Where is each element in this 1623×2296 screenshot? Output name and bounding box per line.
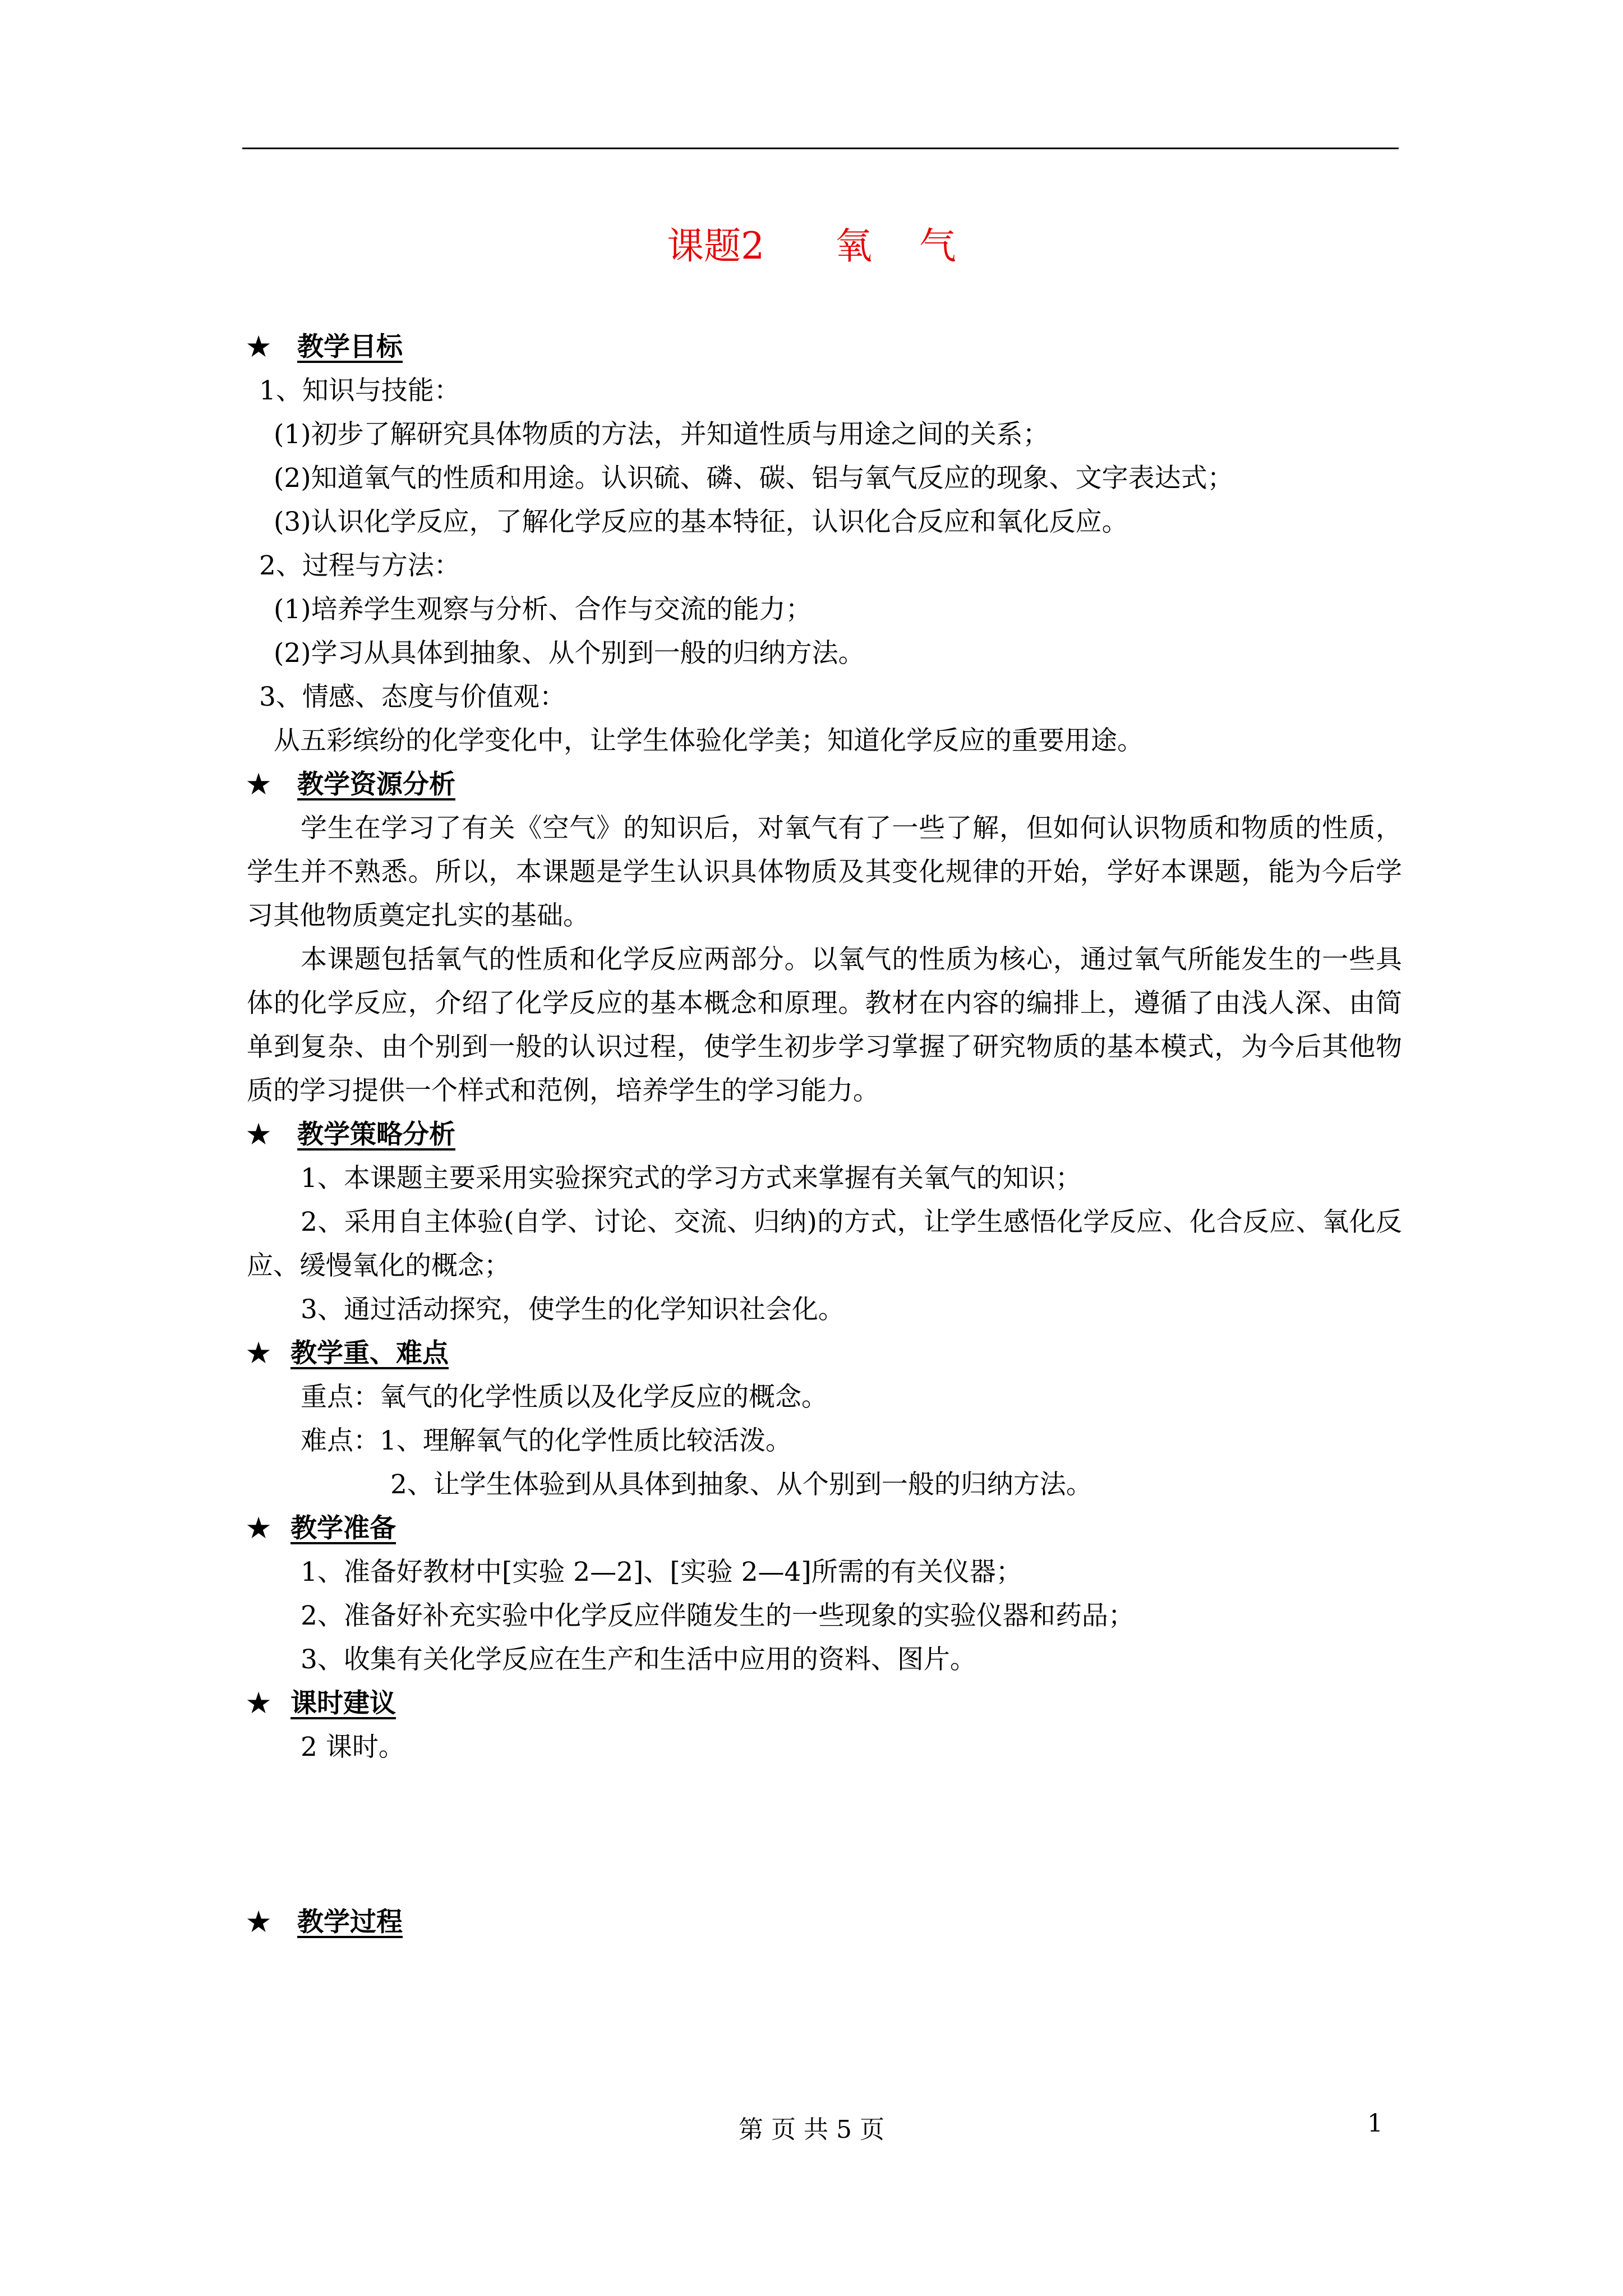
section-heading-strategy: ★ 教学策略分析: [247, 1113, 1402, 1157]
page-footer: 第 页 共 5 页: [739, 2115, 884, 2144]
objective-item: 2、过程与方法：: [259, 550, 460, 581]
resource-paragraph: 本课题包括氧气的性质和化学反应两部分。以氧气的性质为核心，通过氧气所能发生的一些具体的化学反应，介绍了化学反应的基本概念和原理。教材在内容的编排上，遵循了由浅人深、由简单到复杂、由个别到一般的认识过程，使学生初步学习掌握了研究物质的基本模式，为今后其他物质的学习提供一个样式和范例，培养学生的学习能力。: [247, 944, 1402, 1106]
hours-item: 2 课时。: [301, 1732, 405, 1763]
resource-paragraph: 学生在学习了有关《空气》的知识后，对氧气有了一些了解，但如何认识物质和物质的性质，学生并不熟悉。所以，本课题是学生认识具体物质及其变化规律的开始，学好本课题，能为今后学习其他物质奠定扎实的基础。: [247, 813, 1402, 931]
objective-subitem: (1)初步了解研究具体物质的方法，并知道性质与用途之间的关系；: [274, 419, 1049, 450]
document-body: [247, 325, 1402, 1944]
star-icon: ★: [247, 1688, 271, 1719]
objective-subitem: (2)学习从具体到抽象、从个别到一般的归纳方法。: [274, 638, 865, 669]
strategy-item: 2、采用自主体验(自学、讨论、交流、归纳)的方式，让学生感悟化学反应、化合反应、氧化反应、缓慢氧化的概念；: [247, 1207, 1402, 1281]
star-icon: ★: [247, 1119, 271, 1150]
strategy-item: 3、通过活动探究，使学生的化学知识社会化。: [301, 1294, 845, 1325]
star-icon: ★: [247, 332, 271, 362]
keypoint-item: 难点：1、理解氧气的化学性质比较活泼。: [301, 1425, 792, 1456]
objective-subitem: (3)认识化学反应，了解化学反应的基本特征，认识化合反应和氧化反应。: [274, 507, 1128, 537]
objective-subitem: 从五彩缤纷的化学变化中，让学生体验化学美；知道化学反应的重要用途。: [274, 725, 1144, 756]
objective-item: 1、知识与技能：: [259, 375, 460, 406]
prep-item: 3、收集有关化学反应在生产和生活中应用的资料、图片。: [301, 1644, 976, 1675]
star-icon: ★: [247, 1338, 271, 1369]
spacer: [247, 1769, 1402, 1901]
section-heading-objectives: ★ 教学目标: [247, 325, 1402, 369]
objective-item: 3、情感、态度与价值观：: [259, 682, 566, 712]
strategy-item: 1、本课题主要采用实验探究式的学习方式来掌握有关氧气的知识；: [301, 1163, 1082, 1194]
section-heading-prep: ★ 教学准备: [247, 1507, 1402, 1550]
star-icon: ★: [247, 1907, 271, 1938]
section-heading-keypoints: ★ 教学重、难点: [247, 1332, 1402, 1375]
keypoint-item: 重点：氧气的化学性质以及化学反应的概念。: [301, 1382, 828, 1412]
section-heading-resources: ★ 教学资源分析: [247, 763, 1402, 807]
section-heading-hours: ★ 课时建议: [247, 1682, 1402, 1726]
header-rule: [242, 148, 1399, 149]
star-icon: ★: [247, 769, 271, 800]
star-icon: ★: [247, 1513, 271, 1544]
prep-item: 2、准备好补充实验中化学反应伴随发生的一些现象的实验仪器和药品；: [301, 1600, 1135, 1631]
page-number: 1: [1367, 2109, 1383, 2138]
objective-subitem: (2)知道氧气的性质和用途。认识硫、磷、碳、铝与氧气反应的现象、文字表达式；: [274, 463, 1234, 494]
objective-subitem: (1)培养学生观察与分析、合作与交流的能力；: [274, 594, 812, 625]
prep-item: 1、准备好教材中[实验 2—2]、[实验 2—4]所需的有关仪器；: [301, 1557, 1022, 1588]
keypoint-item: 2、让学生体验到从具体到抽象、从个别到一般的归纳方法。: [390, 1469, 1092, 1500]
section-heading-process: ★ 教学过程: [247, 1901, 1402, 1944]
page-title: 课题2 氧 气: [667, 224, 956, 268]
